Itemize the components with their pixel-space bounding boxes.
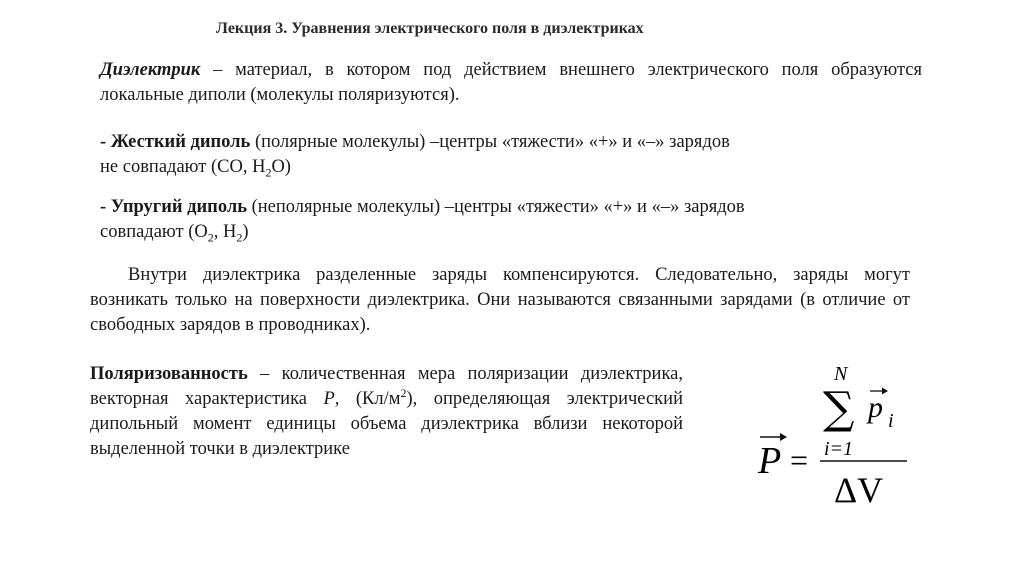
sum-symbol: ∑ bbox=[823, 383, 855, 434]
sum-upper-limit: N bbox=[834, 363, 848, 385]
formula-svg bbox=[750, 355, 920, 515]
rigid-dipole-item bbox=[100, 130, 860, 180]
elastic-dipole-mid: , H bbox=[213, 222, 237, 242]
page-title: Лекция 3. Уравнения электрического поля в диэлектриках bbox=[216, 20, 644, 37]
formula-denominator: ΔV bbox=[834, 470, 884, 510]
elastic-dipole-sub1: 2 bbox=[207, 230, 214, 245]
elastic-dipole-text: (неполярные молекулы) –центры «тяжести» «+» и «–» зарядов bbox=[247, 197, 745, 217]
dielectric-definition bbox=[100, 58, 922, 108]
term-rigid-dipole: - Жесткий диполь bbox=[100, 132, 251, 152]
formula-lhs: P bbox=[758, 440, 782, 482]
rigid-dipole-line2-end: O) bbox=[271, 157, 291, 177]
formula-equals: = bbox=[790, 442, 809, 478]
summand-index: i bbox=[888, 410, 894, 432]
polarization-formula bbox=[750, 355, 920, 515]
polarization-text-1: – количественная мера поляризации диэлектрика, векторная характеристика bbox=[90, 364, 683, 409]
elastic-dipole-sub2: 2 bbox=[236, 230, 243, 245]
bound-charges-paragraph: Внутри диэлектрика разделенные заряды компенсируются. Следовательно, заряды могут возникать только на поверхности диэлектрика. Они называются связанными зарядами (в отличие от свободных зарядов в проводниках). bbox=[90, 265, 910, 335]
term-polarization: Поляризованность bbox=[90, 364, 248, 384]
polarization-symbol: P bbox=[323, 389, 335, 409]
polarization-definition bbox=[90, 362, 683, 462]
summand-p: p bbox=[868, 391, 883, 424]
rigid-dipole-line2: не совпадают (CO, H bbox=[100, 157, 266, 177]
rigid-dipole-subscript: 2 bbox=[265, 165, 272, 180]
polarization-text-3: ), определяющая электрический дипольный момент единицы объема диэлектрика вблизи некоторой выделенной точки в диэлектрике bbox=[90, 389, 683, 459]
polarization-unit-superscript: 2 bbox=[400, 385, 407, 400]
polarization-text-2: , (Кл/м bbox=[334, 389, 401, 409]
elastic-dipole-line2-end: ) bbox=[242, 222, 249, 242]
elastic-dipole-line2: совпадают (O bbox=[100, 222, 208, 242]
definition-text: – материал, в котором под действием внешнего электрического поля образуются локальные диполи (молекулы поляризуются). bbox=[100, 60, 922, 105]
sum-lower-limit: i=1 bbox=[824, 438, 854, 460]
term-elastic-dipole: - Упругий диполь bbox=[100, 197, 247, 217]
elastic-dipole-item bbox=[100, 195, 910, 245]
term-dielectric: Диэлектрик bbox=[100, 60, 201, 80]
rigid-dipole-text: (полярные молекулы) –центры «тяжести» «+» и «–» зарядов bbox=[250, 132, 730, 152]
